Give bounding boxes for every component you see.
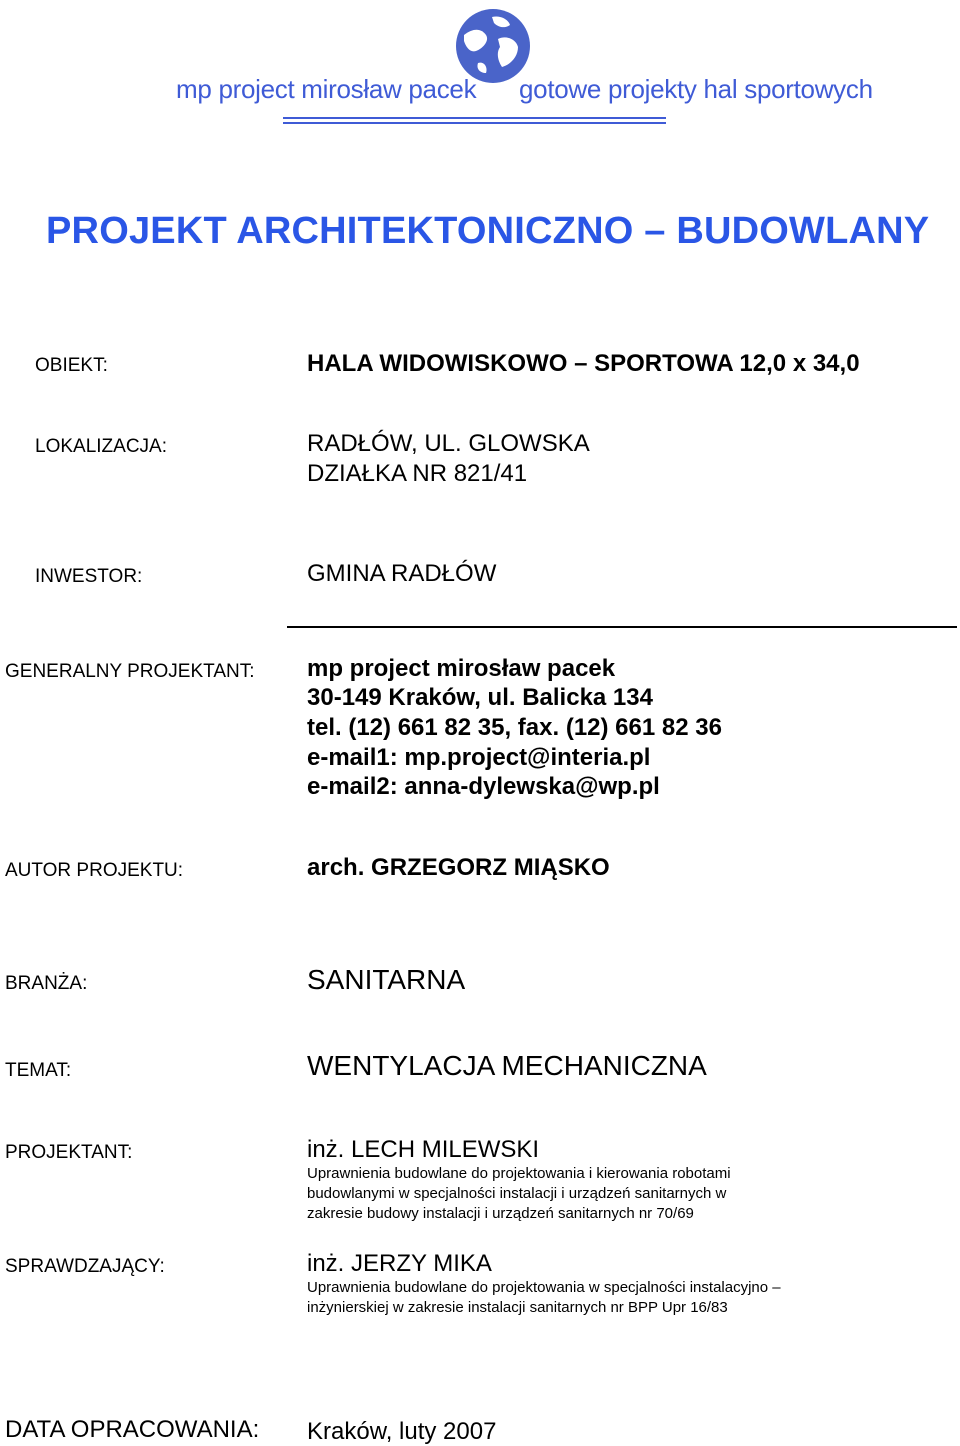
data-value: Kraków, luty 2007 xyxy=(307,1418,497,1445)
sprawdzajacy-label: SPRAWDZAJĄCY: xyxy=(5,1256,165,1277)
projektant-label: PROJEKTANT: xyxy=(5,1142,133,1163)
autor-value: arch. GRZEGORZ MIĄSKO xyxy=(307,854,610,881)
branza-value: SANITARNA xyxy=(307,964,466,995)
temat-label: TEMAT: xyxy=(5,1060,72,1081)
header-rule-top xyxy=(283,117,666,119)
lokalizacja-label: LOKALIZACJA: xyxy=(35,436,167,457)
section-divider xyxy=(287,626,957,628)
projektant-detail-2: budowlanymi w specjalności instalacji i urządzeń sanitarnych w xyxy=(307,1185,727,1202)
branza-label: BRANŻA: xyxy=(5,973,88,994)
sprawdzajacy-detail-2: inżynierskiej w zakresie instalacji sanitarnych nr BPP Upr 16/83 xyxy=(307,1299,728,1316)
obiekt-label: OBIEKT: xyxy=(35,355,108,376)
sprawdzajacy-detail-1: Uprawnienia budowlane do projektowania w specjalności instalacyjno – xyxy=(307,1279,781,1296)
generalny-label: GENERALNY PROJEKTANT: xyxy=(5,661,255,682)
autor-label: AUTOR PROJEKTU: xyxy=(5,860,184,881)
lokalizacja-line-1: RADŁÓW, UL. GLOWSKA xyxy=(307,430,590,457)
generalny-line-2: 30-149 Kraków, ul. Balicka 134 xyxy=(307,684,653,711)
sprawdzajacy-name: inż. JERZY MIKA xyxy=(307,1250,492,1277)
projektant-name: inż. LECH MILEWSKI xyxy=(307,1136,540,1163)
generalny-line-3: tel. (12) 661 82 35, fax. (12) 661 82 36 xyxy=(307,714,722,741)
projektant-detail-3: zakresie budowy instalacji i urządzeń sanitarnych nr 70/69 xyxy=(307,1205,694,1222)
generalny-email-2: e-mail2: anna-dylewska@wp.pl xyxy=(307,773,660,800)
company-tagline: gotowe projekty hal sportowych xyxy=(519,74,873,104)
lokalizacja-line-2: DZIAŁKA NR 821/41 xyxy=(307,460,528,487)
generalny-line-1: mp project mirosław pacek xyxy=(307,655,616,682)
data-label: DATA OPRACOWANIA: xyxy=(5,1416,260,1443)
projektant-detail-1: Uprawnienia budowlane do projektowania i kierowania robotami xyxy=(307,1165,731,1182)
company-name: mp project mirosław pacek xyxy=(176,74,477,104)
temat-value: WENTYLACJA MECHANICZNA xyxy=(307,1050,707,1081)
obiekt-value: HALA WIDOWISKOWO – SPORTOWA 12,0 x 34,0 xyxy=(307,350,860,377)
inwestor-label: INWESTOR: xyxy=(35,566,143,587)
inwestor-value: GMINA RADŁÓW xyxy=(307,560,497,587)
generalny-email-1: e-mail1: mp.project@interia.pl xyxy=(307,744,651,771)
header-rule-bottom xyxy=(283,122,666,124)
page-title: PROJEKT ARCHITEKTONICZNO – BUDOWLANY xyxy=(46,210,930,252)
